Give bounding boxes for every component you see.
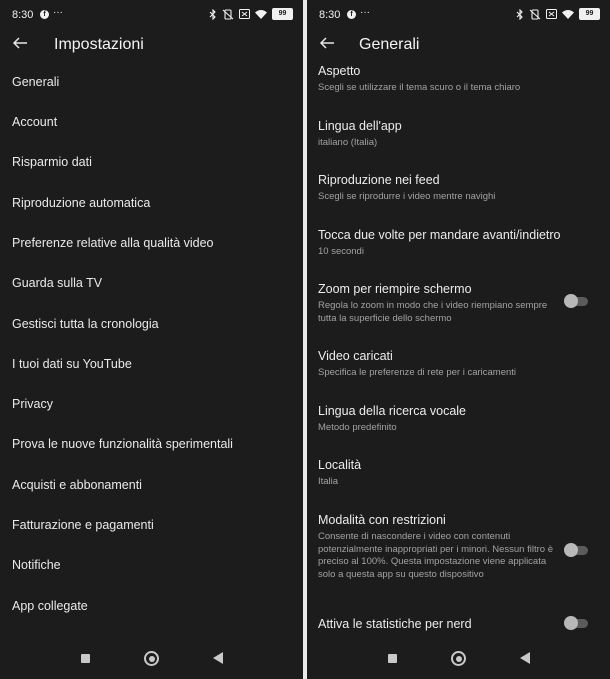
facebook-icon: f — [40, 10, 49, 19]
setting-subtitle: Italia — [318, 476, 339, 487]
battery-indicator: 99 — [272, 8, 293, 20]
system-nav-bar — [307, 639, 610, 679]
setting-title: Tocca due volte per mandare avanti/indietro — [318, 228, 561, 242]
setting-subtitle: 10 secondi — [318, 246, 364, 257]
no-sim-icon — [239, 9, 250, 19]
system-nav-bar — [0, 639, 303, 679]
setting-title: Aspetto — [318, 64, 361, 78]
setting-riproduzione-feed[interactable] — [318, 173, 593, 204]
menu-item-acquisti[interactable]: Acquisti e abbonamenti — [12, 478, 142, 492]
setting-subtitle: Consente di nascondere i video con contenuti potenzialmente inappropriati per i minori. Nessun filtro è preciso al 100%. Questa impostazione viene applicata solo a questa app su questo dispositivo — [318, 531, 553, 580]
setting-title: Zoom per riempire schermo — [318, 282, 472, 296]
status-bar — [0, 0, 303, 28]
no-sim-icon — [546, 9, 557, 19]
menu-item-account[interactable]: Account — [12, 115, 58, 129]
home-icon[interactable] — [451, 651, 466, 666]
menu-item-qualita-video[interactable]: Preferenze relative alla qualità video — [12, 236, 214, 250]
nav-back-icon[interactable] — [520, 652, 530, 664]
zoom-toggle[interactable] — [565, 297, 588, 306]
setting-title: Modalità con restrizioni — [318, 513, 446, 527]
more-notifications-icon: ··· — [360, 7, 370, 18]
battery-indicator: 99 — [579, 8, 600, 20]
setting-aspetto[interactable] — [318, 64, 593, 95]
status-bar — [307, 0, 610, 28]
setting-doppio-tocco[interactable] — [318, 228, 593, 259]
settings-screen — [0, 0, 303, 679]
page-title: Impostazioni — [54, 36, 144, 53]
setting-lingua-app[interactable] — [318, 119, 593, 150]
menu-item-riproduzione-automatica[interactable]: Riproduzione automatica — [12, 196, 151, 210]
vibrate-off-icon — [529, 9, 541, 20]
menu-item-risparmio-dati[interactable]: Risparmio dati — [12, 155, 92, 169]
page-title: Generali — [359, 36, 420, 53]
menu-item-guarda-tv[interactable]: Guarda sulla TV — [12, 276, 103, 290]
app-bar — [0, 28, 303, 62]
setting-title: Lingua della ricerca vocale — [318, 404, 467, 418]
stats-for-nerds-toggle[interactable] — [565, 619, 588, 628]
recents-icon[interactable] — [81, 654, 90, 663]
vibrate-off-icon — [222, 9, 234, 20]
setting-video-caricati[interactable] — [318, 349, 593, 380]
setting-modalita-restrizioni — [318, 513, 554, 581]
setting-zoom-schermo — [318, 282, 548, 325]
facebook-icon: f — [347, 10, 356, 19]
setting-localita[interactable] — [318, 458, 593, 489]
nav-back-icon[interactable] — [213, 652, 223, 664]
menu-item-privacy[interactable]: Privacy — [12, 397, 53, 411]
setting-subtitle: Regola lo zoom in modo che i video riempiano sempre tutta la superficie dello schermo — [318, 300, 548, 324]
setting-title: Attiva le statistiche per nerd — [318, 617, 472, 631]
status-time: 8:30 — [12, 9, 34, 21]
app-bar — [307, 28, 610, 62]
status-time: 8:30 — [319, 9, 341, 21]
bluetooth-icon — [209, 9, 217, 20]
setting-subtitle: Scegli se riprodurre i video mentre navighi — [318, 191, 496, 202]
setting-subtitle: Scegli se utilizzare il tema scuro o il tema chiaro — [318, 82, 521, 93]
setting-subtitle: Specifica le preferenze di rete per i caricamenti — [318, 367, 517, 378]
setting-lingua-ricerca-vocale[interactable] — [318, 404, 593, 435]
setting-subtitle: Metodo predefinito — [318, 422, 397, 433]
setting-subtitle: italiano (Italia) — [318, 137, 378, 148]
recents-icon[interactable] — [388, 654, 397, 663]
setting-statistiche-nerd — [318, 617, 548, 632]
general-settings-screen — [307, 0, 610, 679]
bluetooth-icon — [516, 9, 524, 20]
restricted-mode-toggle[interactable] — [565, 546, 588, 555]
setting-title: Lingua dell'app — [318, 119, 402, 133]
wifi-icon — [255, 9, 267, 19]
home-icon[interactable] — [144, 651, 159, 666]
menu-item-notifiche[interactable]: Notifiche — [12, 558, 61, 572]
menu-item-cronologia[interactable]: Gestisci tutta la cronologia — [12, 317, 159, 331]
setting-title: Riproduzione nei feed — [318, 173, 440, 187]
menu-item-app-collegate[interactable]: App collegate — [12, 599, 88, 613]
status-icons — [209, 8, 293, 20]
status-icons — [516, 8, 600, 20]
menu-item-generali[interactable]: Generali — [12, 75, 60, 89]
menu-item-funzionalita-sperimentali[interactable]: Prova le nuove funzionalità sperimentali — [12, 437, 233, 451]
arrow-left-icon[interactable] — [11, 34, 29, 52]
menu-item-dati-youtube[interactable]: I tuoi dati su YouTube — [12, 357, 132, 371]
more-notifications-icon: ··· — [53, 7, 63, 18]
menu-item-fatturazione[interactable]: Fatturazione e pagamenti — [12, 518, 154, 532]
setting-title: Video caricati — [318, 349, 393, 363]
setting-title: Località — [318, 458, 362, 472]
wifi-icon — [562, 9, 574, 19]
arrow-left-icon[interactable] — [318, 34, 336, 52]
